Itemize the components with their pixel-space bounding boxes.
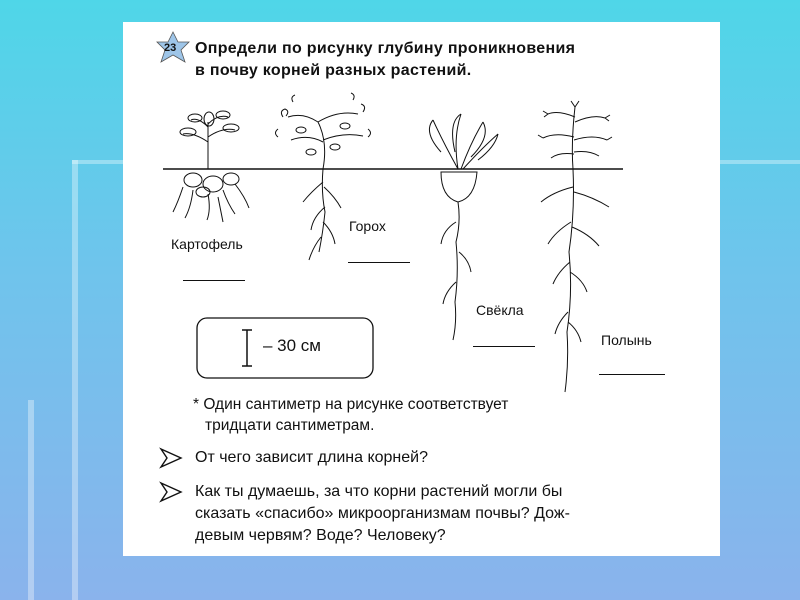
- answer-blank-beet[interactable]: [473, 346, 535, 347]
- wormwood-plant: [538, 101, 612, 392]
- question-2-line2: сказать «спасибо» микроорганизмам почвы? Дож-: [195, 505, 570, 522]
- potato-plant: [173, 111, 249, 222]
- background-stripe-left: [72, 160, 78, 600]
- task-title-line2: в почву корней разных растений.: [195, 62, 472, 79]
- plant-label-pea: Горох: [349, 218, 386, 234]
- pea-plant: [276, 93, 371, 260]
- plant-label-potato: Картофель: [171, 236, 243, 252]
- background-stripe-left-2: [28, 400, 34, 600]
- plant-label-wormwood: Полынь: [601, 332, 652, 348]
- question-2-line1: Как ты думаешь, за что корни растений могли бы: [195, 483, 563, 500]
- question-arrow-icon: [161, 449, 181, 501]
- answer-blank-potato[interactable]: [183, 280, 245, 281]
- plant-label-beet: Свёкла: [476, 302, 524, 318]
- scale-text: – 30 см: [263, 336, 321, 355]
- question-2-line3: девым червям? Воде? Человеку?: [195, 527, 446, 544]
- footnote-line1: * Один сантиметр на рисунке соответствует: [193, 396, 509, 413]
- plant-illustration: [123, 22, 720, 556]
- worksheet-page: [123, 22, 720, 556]
- answer-blank-pea[interactable]: [348, 262, 410, 263]
- answer-blank-wormwood[interactable]: [599, 374, 665, 375]
- task-number: 23: [164, 42, 177, 54]
- question-1: От чего зависит длина корней?: [195, 449, 428, 466]
- footnote-line2: тридцати сантиметрам.: [205, 417, 375, 434]
- task-title-line1: Определи по рисунку глубину проникновения: [195, 40, 576, 57]
